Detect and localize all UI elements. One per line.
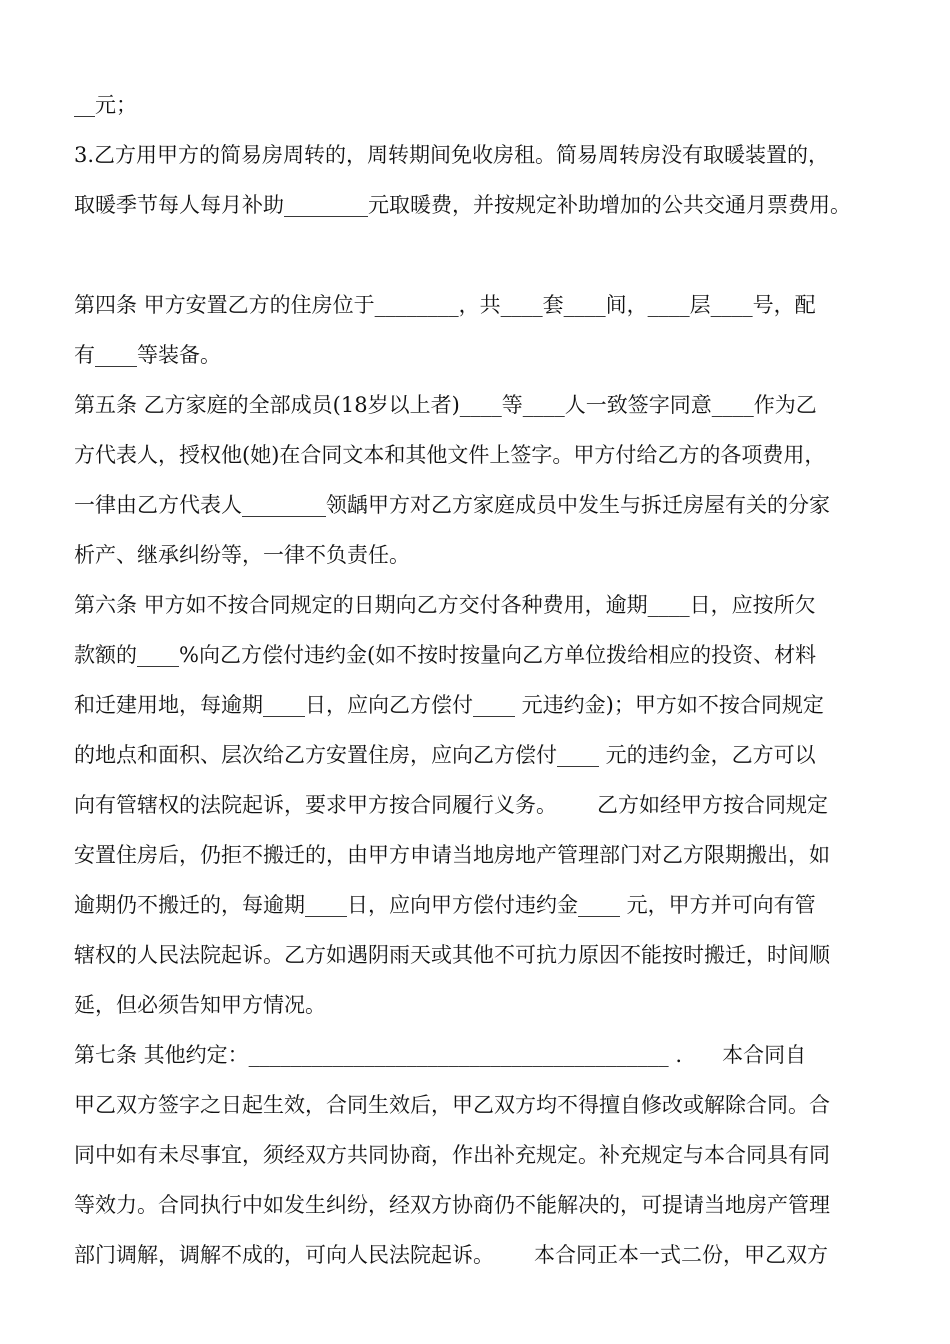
text-line: 甲乙双方签字之日起生效，合同生效后，甲乙双方均不得擅自修改或解除合同。合 xyxy=(74,1093,830,1117)
text-line: 第五条 乙方家庭的全部成员(18岁以上者)____等____人一致签字同意____作为乙 xyxy=(74,393,817,417)
text-line: 方代表人，授权他(她)在合同文本和其他文件上签字。甲方付给乙方的各项费用， xyxy=(74,443,826,467)
text-line: 有____等装备。 xyxy=(74,343,221,367)
blank-line xyxy=(74,230,884,280)
text-line: 取暖季节每人每月补助________元取暖费，并按规定补助增加的公共交通月票费用。 xyxy=(74,193,851,217)
text-line: __元； xyxy=(74,93,137,117)
text-line: 一律由乙方代表人________领龋甲方对乙方家庭成员中发生与拆迁房屋有关的分家 xyxy=(74,493,830,517)
text-line: 向有管辖权的法院起诉，要求甲方按合同履行义务。 乙方如经甲方按合同规定 xyxy=(74,793,829,817)
text-line: 款额的____%向乙方偿付违约金(如不按时按量向乙方单位拨给相应的投资、材料 xyxy=(74,643,817,667)
text-line: 第四条 甲方安置乙方的住房位于________，共____套____间，____层____号，配 xyxy=(74,293,816,317)
text-line: 部门调解，调解不成的，可向人民法院起诉。 本合同正本一式二份，甲乙双方 xyxy=(74,1243,829,1267)
text-line: 第六条 甲方如不按合同规定的日期向乙方交付各种费用，逾期____日，应按所欠 xyxy=(74,593,816,617)
text-line: 等效力。合同执行中如发生纠纷，经双方协商仍不能解决的，可提请当地房产管理 xyxy=(74,1193,830,1217)
text-line: 安置住房后，仍拒不搬迁的，由甲方申请当地房地产管理部门对乙方限期搬出，如 xyxy=(74,843,830,867)
text-line: 3.乙方用甲方的简易房周转的，周转期间免收房租。简易周转房没有取暖装置的， xyxy=(74,143,830,167)
text-line: 析产、继承纠纷等，一律不负责任。 xyxy=(74,543,410,567)
text-line: 逾期仍不搬迁的，每逾期____日，应向甲方偿付违约金____ 元，甲方并可向有管 xyxy=(74,893,816,917)
text-line: 第七条 其他约定：________________________________________ . 本合同自 xyxy=(74,1043,807,1067)
text-line: 辖权的人民法院起诉。乙方如遇阴雨天或其他不可抗力原因不能按时搬迁，时间顺 xyxy=(74,943,830,967)
document-page xyxy=(74,80,884,1280)
text-line: 和迁建用地，每逾期____日，应向乙方偿付____ 元违约金)；甲方如不按合同规定 xyxy=(74,693,824,717)
text-line: 同中如有未尽事宜，须经双方共同协商，作出补充规定。补充规定与本合同具有同 xyxy=(74,1143,830,1167)
text-line: 的地点和面积、层次给乙方安置住房，应向乙方偿付____ 元的违约金，乙方可以 xyxy=(74,743,816,767)
text-line: 延，但必须告知甲方情况。 xyxy=(74,993,326,1017)
